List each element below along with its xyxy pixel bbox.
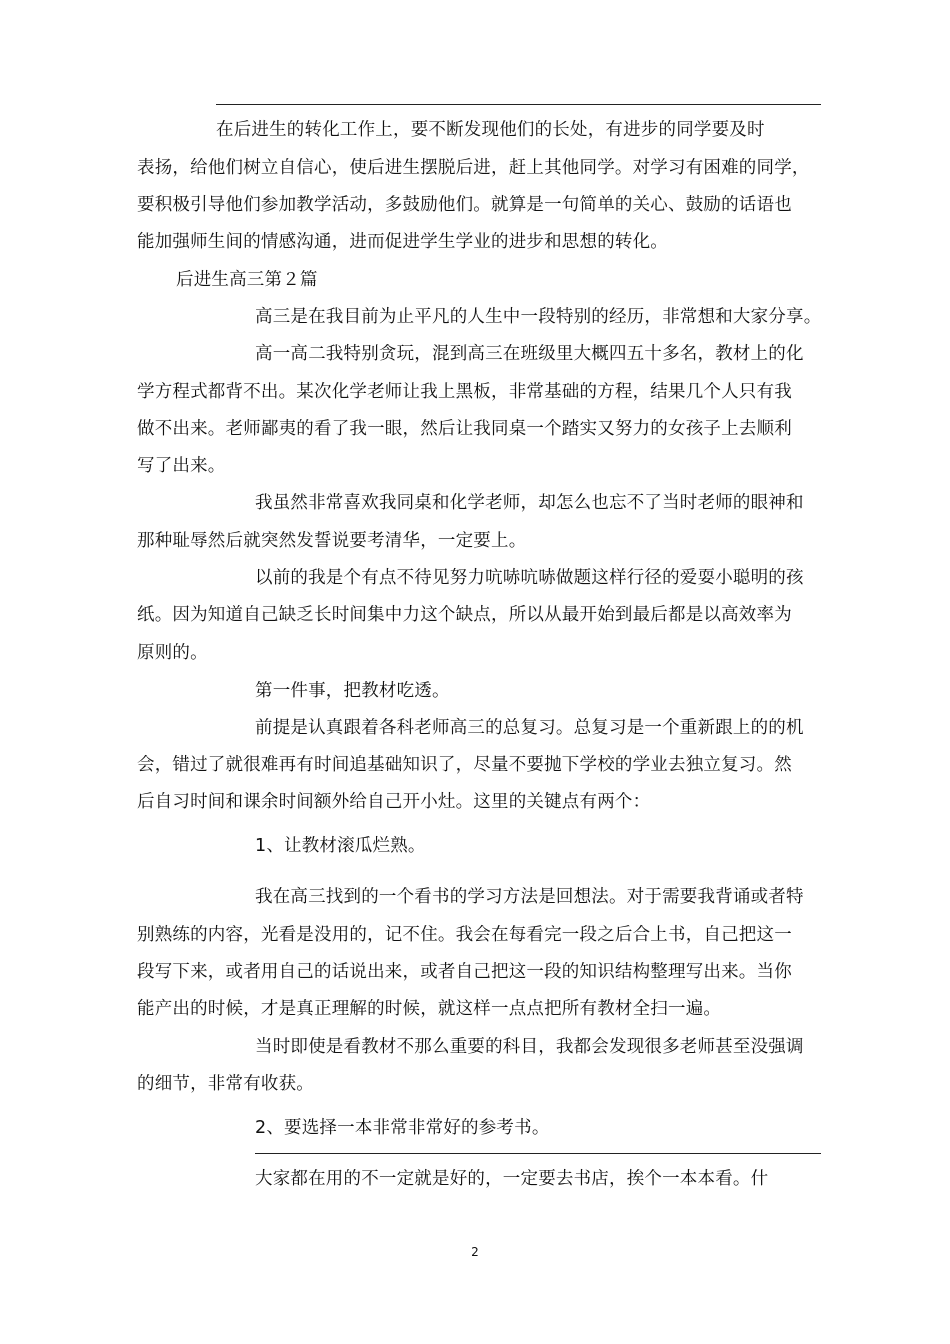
list-item: 2、要选择一本非常非常好的参考书。 — [255, 1118, 550, 1138]
text-line: 段写下来，或者用自己的话说出来，或者自己把这一段的知识结构整理写出来。当你 — [137, 962, 792, 982]
text-line: 能产出的时候，才是真正理解的时候，就这样一点点把所有教材全扫一遍。 — [137, 999, 722, 1019]
text-line: 高三是在我目前为止平凡的人生中一段特别的经历，非常想和大家分享。 — [255, 307, 822, 327]
text-line: 学方程式都背不出。某次化学老师让我上黑板，非常基础的方程，结果几个人只有我 — [137, 382, 792, 402]
text-line: 纸。因为知道自己缺乏长时间集中力这个缺点，所以从最开始到最后都是以高效率为 — [137, 605, 792, 625]
text-line: 要积极引导他们参加教学活动，多鼓励他们。就算是一句简单的关心、鼓励的话语也 — [137, 195, 792, 215]
text-line: 会，错过了就很难再有时间追基础知识了，尽量不要抛下学校的学业去独立复习。然 — [137, 755, 792, 775]
text-line: 第一件事，把教材吃透。 — [255, 681, 450, 701]
text-line: 写了出来。 — [137, 456, 226, 476]
text-line: 大家都在用的不一定就是好的，一定要去书店，挨个一本本看。什 — [255, 1169, 769, 1189]
text-line: 原则的。 — [137, 643, 208, 663]
section-heading: 后进生高三第２篇 — [176, 270, 318, 290]
text-line: 的细节，非常有收获。 — [137, 1074, 314, 1094]
text-line: 能加强师生间的情感沟通，进而促进学生学业的进步和思想的转化。 — [137, 232, 668, 252]
text-line: 表扬，给他们树立自信心，使后进生摆脱后进，赶上其他同学。对学习有困难的同学， — [137, 158, 810, 178]
page-number: 2 — [471, 1245, 479, 1259]
text-line: 以前的我是个有点不待见努力吭哧吭哧做题这样行径的爱耍小聪明的孩 — [255, 568, 804, 588]
top-rule — [216, 104, 821, 105]
text-line: 别熟练的内容，光看是没用的，记不住。我会在每看完一段之后合上书，自己把这一 — [137, 925, 792, 945]
text-line: 高一高二我特别贪玩，混到高三在班级里大概四五十多名，教材上的化 — [255, 344, 804, 364]
text-line: 做不出来。老师鄙夷的看了我一眼，然后让我同桌一个踏实又努力的女孩子上去顺利 — [137, 419, 792, 439]
bottom-rule — [255, 1153, 821, 1154]
text-line: 当时即使是看教材不那么重要的科目，我都会发现很多老师甚至没强调 — [255, 1037, 804, 1057]
text-line: 我虽然非常喜欢我同桌和化学老师，却怎么也忘不了当时老师的眼神和 — [255, 493, 804, 513]
text-line: 那种耻辱然后就突然发誓说要考清华，一定要上。 — [137, 531, 527, 551]
text-line: 前提是认真跟着各科老师高三的总复习。总复习是一个重新跟上的的机 — [255, 718, 804, 738]
text-line: 在后进生的转化工作上，要不断发现他们的长处，有进步的同学要及时 — [216, 120, 765, 140]
list-item: 1、让教材滚瓜烂熟。 — [255, 836, 426, 856]
text-line: 后自习时间和课余时间额外给自己开小灶。这里的关键点有两个： — [137, 792, 651, 812]
text-line: 我在高三找到的一个看书的学习方法是回想法。对于需要我背诵或者特 — [255, 887, 804, 907]
